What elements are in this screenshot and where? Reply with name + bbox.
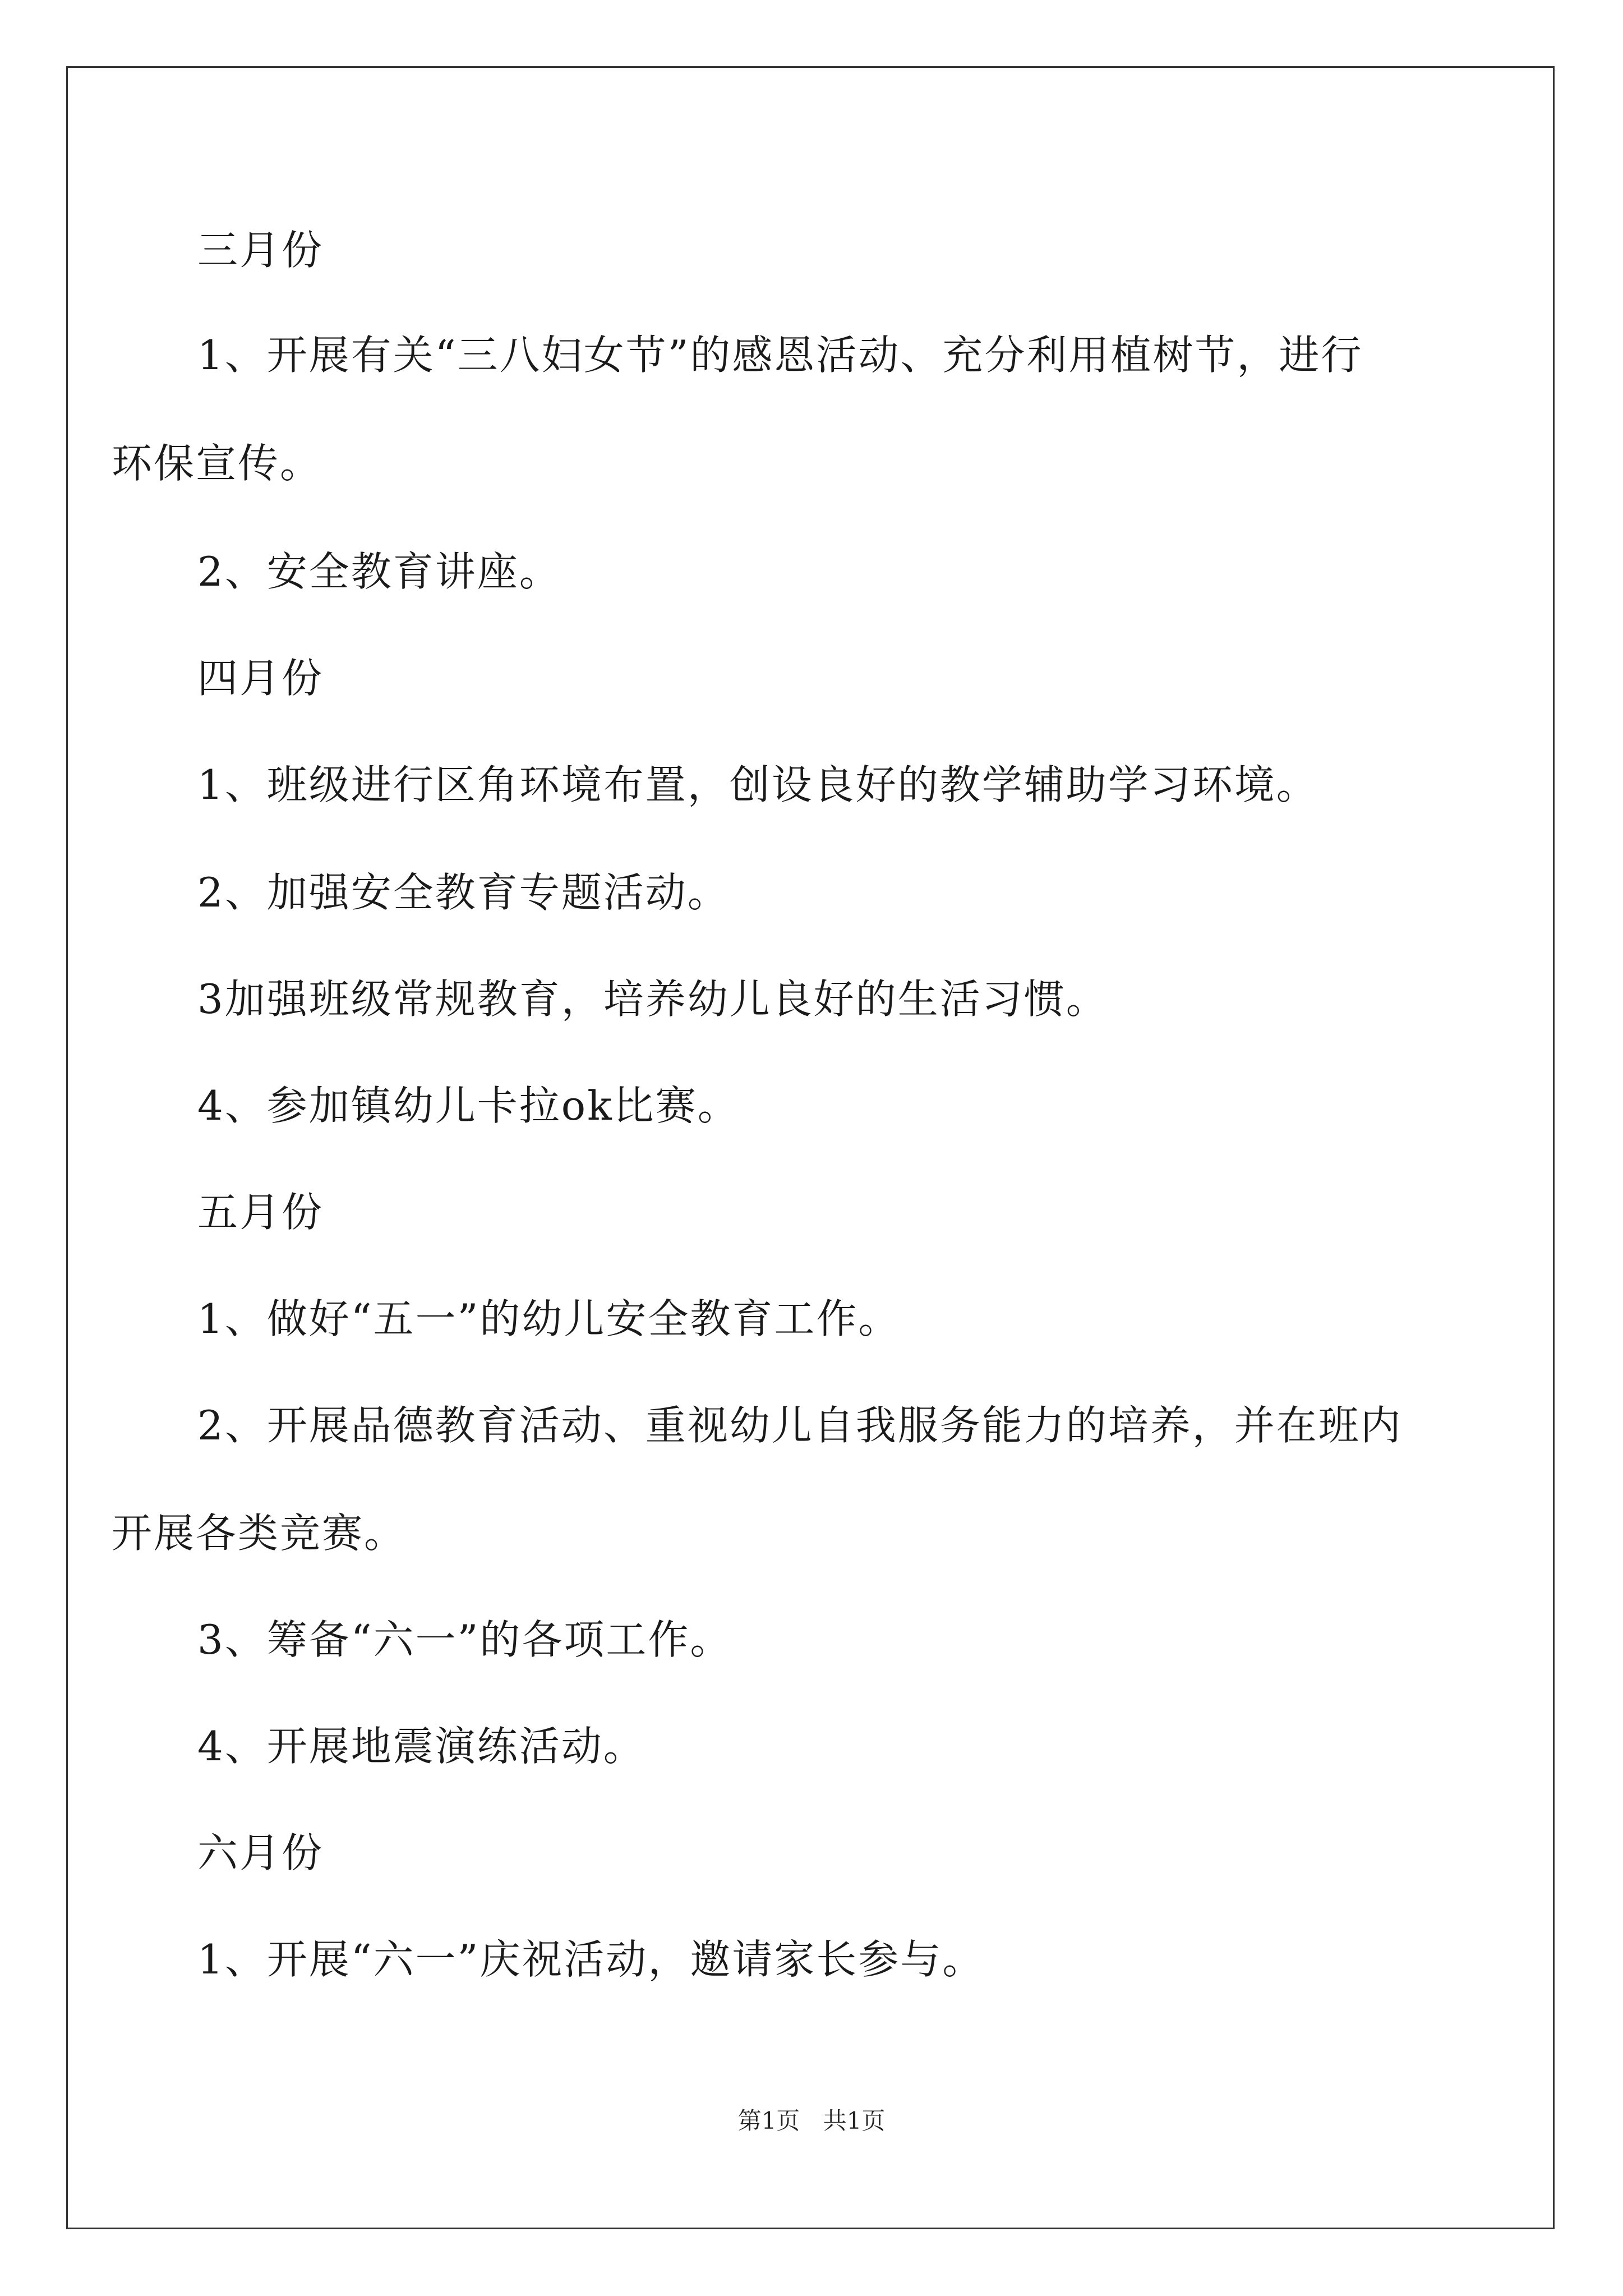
paragraph: 2、安全教育讲座。 [197,548,561,595]
page-border [66,66,1555,2229]
section-heading-april: 四月份 [197,655,324,702]
paragraph-continuation: 开展各类竞赛。 [112,1510,407,1557]
page-footer [0,2109,1623,2133]
paragraph: 1、开展有关“三八妇女节”的感恩活动、充分利用植树节，进行 [197,332,1363,379]
paragraph: 1、班级进行区角环境布置，创设良好的教学辅助学习环境。 [197,761,1318,808]
section-heading-june: 六月份 [197,1829,324,1876]
section-heading-march: 三月份 [197,227,324,274]
paragraph-continuation: 环保宣传。 [112,440,322,487]
paragraph: 2、开展品德教育活动、重视幼儿自我服务能力的培养，并在班内 [197,1402,1403,1449]
paragraph: 1、开展“六一”庆祝活动，邀请家长参与。 [197,1936,985,1983]
section-heading-may: 五月份 [197,1189,324,1236]
paragraph: 4、开展地震演练活动。 [197,1723,645,1770]
paragraph: 4、参加镇幼儿卡拉ok比赛。 [197,1082,740,1129]
paragraph: 1、做好“五一”的幼儿安全教育工作。 [197,1295,901,1342]
page-total: 共1页 [823,2107,886,2134]
paragraph: 3加强班级常规教育，培养幼儿良好的生活习惯。 [197,976,1108,1023]
paragraph: 3、筹备“六一”的各项工作。 [197,1616,732,1663]
paragraph: 2、加强安全教育专题活动。 [197,869,730,916]
page-number: 第1页 [737,2107,800,2134]
